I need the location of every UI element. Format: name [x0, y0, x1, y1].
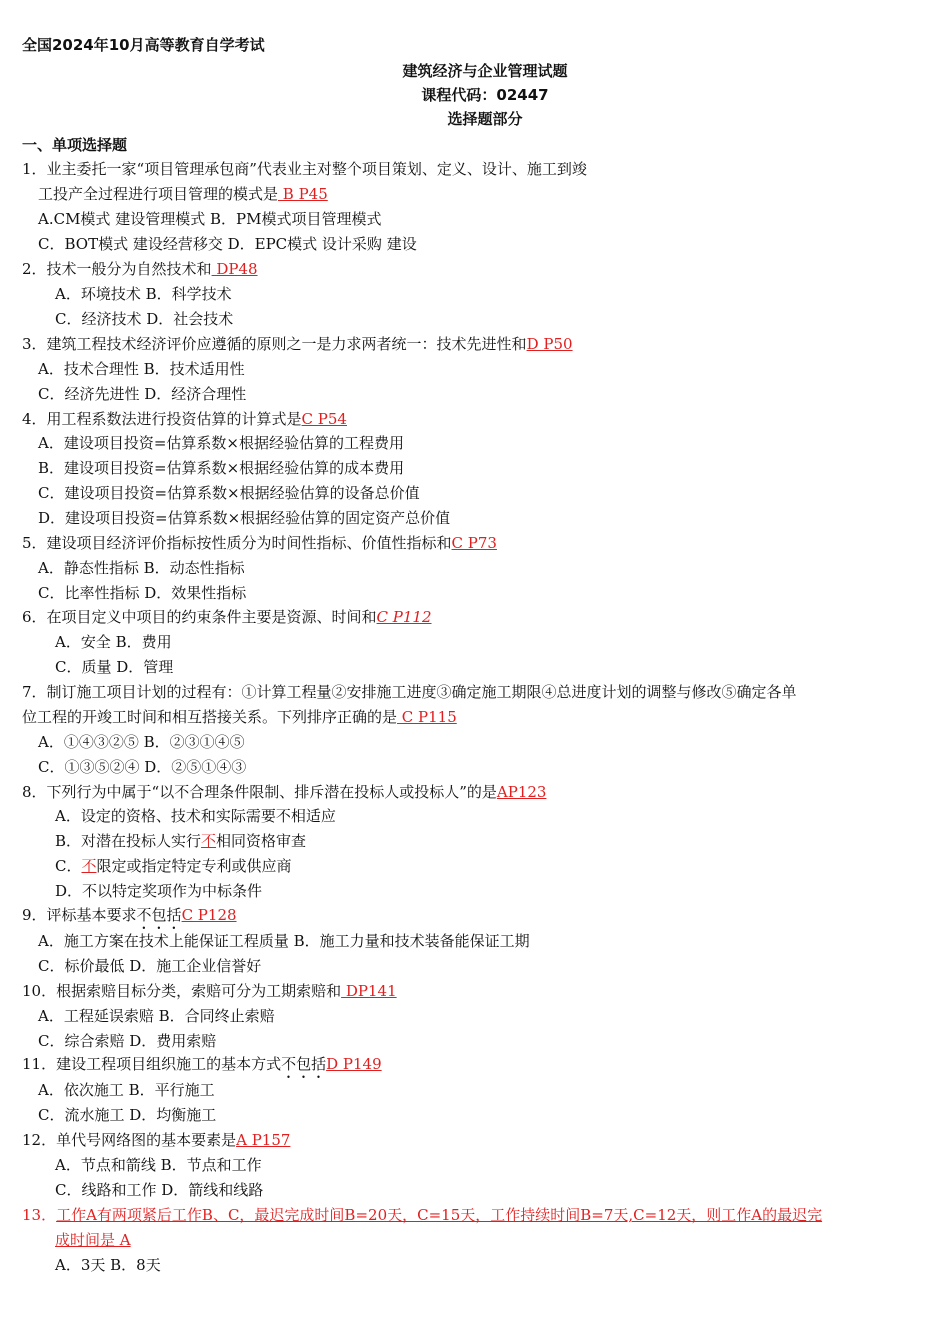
section-heading: 一、单项选择题 [22, 136, 128, 154]
question-8-option-b: B．对潜在投标人实行不相同资格审查 [55, 832, 307, 850]
question-8-option-a: A．设定的资格、技术和实际需要不相适应 [55, 807, 336, 825]
question-8-option-c: C．不限定或指定特定专利或供应商 [55, 857, 292, 875]
question-1-stem: 1．业主委托一家“项目管理承包商”代表业主对整个项目策划、定义、设计、施工到竣 [22, 160, 587, 178]
question-7-answer: C P115 [397, 708, 457, 726]
question-4-answer: C P54 [301, 410, 347, 428]
question-9-options-ab: A．施工方案在技术上能保证工程质量 B．施工力量和技术装备能保证工期 [38, 932, 530, 950]
question-3-stem: 3．建筑工程技术经济评价应遵循的原则之一是力求两者统一：技术先进性和D P50 [22, 335, 573, 353]
exam-title: 建筑经济与企业管理试题 [402, 62, 568, 80]
question-6-options-ab: A．安全 B．费用 [55, 633, 172, 651]
question-2-options-cd: C．经济技术 D．社会技术 [55, 310, 234, 328]
question-2-answer: DP48 [211, 260, 258, 278]
exam-session-line: 全国2024年10月高等教育自学考试 [22, 36, 265, 54]
question-4-option-a: A．建设项目投资=估算系数×根据经验估算的工程费用 [38, 434, 404, 452]
question-6-options-cd: C．质量 D．管理 [55, 658, 174, 676]
question-6-stem: 6．在项目定义中项目的约束条件主要是资源、时间和C P112 [22, 608, 432, 626]
course-code: 课程代码：02447 [421, 86, 549, 104]
question-9-emphasis: 不包括 [136, 906, 182, 924]
question-1-stem-cont: 工投产全过程进行项目管理的模式是 B P45 [38, 185, 328, 203]
question-2-stem: 2．技术一般分为自然技术和 DP48 [22, 260, 258, 278]
question-10-options-ab: A．工程延误索赔 B．合同终止索赔 [38, 1007, 275, 1025]
question-9-answer: C P128 [181, 906, 237, 924]
question-6-answer: C P112 [376, 608, 432, 626]
question-9-stem: 9．评标基本要求不包括C P128 [22, 906, 237, 924]
part-title: 选择题部分 [447, 110, 523, 128]
question-3-options-cd: C．经济先进性 D．经济合理性 [38, 385, 247, 403]
question-13-options-ab: A．3天 B．8天 [55, 1256, 161, 1274]
question-10-answer: DP141 [341, 982, 397, 1000]
question-5-options-ab: A．静态性指标 B．动态性指标 [38, 559, 245, 577]
question-8-option-c-mark: 不 [81, 857, 97, 875]
question-4-option-b: B．建设项目投资=估算系数×根据经验估算的成本费用 [38, 459, 405, 477]
question-12-options-cd: C．线路和工作 D．箭线和线路 [55, 1181, 264, 1199]
question-12-stem: 12．单代号网络图的基本要素是A P157 [22, 1131, 291, 1149]
question-4-stem: 4．用工程系数法进行投资估算的计算式是C P54 [22, 410, 347, 428]
question-7-stem-cont: 位工程的开竣工时间和相互搭接关系。下列排序正确的是 C P115 [22, 708, 457, 726]
question-1-options-ab: A.CM模式 建设管理模式 B．PM模式项目管理模式 [38, 210, 382, 228]
question-8-answer: AP123 [496, 783, 547, 801]
question-1-answer: B P45 [278, 185, 328, 203]
question-8-option-b-mark: 不 [201, 832, 217, 850]
question-13-stem-cont: 成时间是 A [55, 1231, 131, 1249]
question-5-stem: 5．建设项目经济评价指标按性质分为时间性指标、价值性指标和C P73 [22, 534, 497, 552]
question-7-options-ab: A．①④③②⑤ B．②③①④⑤ [38, 733, 245, 751]
question-12-answer: A P157 [236, 1131, 291, 1149]
question-11-stem: 11．建设工程项目组织施工的基本方式不包括D P149 [22, 1055, 382, 1073]
question-7-options-cd: C．①③⑤②④ D．②⑤①④③ [38, 758, 247, 776]
question-4-option-d: D．建设项目投资=估算系数×根据经验估算的固定资产总价值 [38, 509, 451, 527]
question-2-options-ab: A．环境技术 B．科学技术 [55, 285, 232, 303]
question-9-options-cd: C．标价最低 D．施工企业信誉好 [38, 957, 262, 975]
question-4-option-c: C．建设项目投资=估算系数×根据经验估算的设备总价值 [38, 484, 420, 502]
question-11-options-cd: C．流水施工 D．均衡施工 [38, 1106, 217, 1124]
question-1-options-cd: C．BOT模式 建设经营移交 D．EPC模式 设计采购 建设 [38, 235, 417, 253]
question-8-stem: 8．下列行为中属于“以不合理条件限制、排斥潜在投标人或投标人”的是AP123 [22, 783, 547, 801]
question-7-stem: 7．制订施工项目计划的过程有：①计算工程量②安排施工进度③确定施工期限④总进度计划的调整与修改⑤确定各单 [22, 683, 797, 701]
question-3-options-ab: A．技术合理性 B．技术适用性 [38, 360, 245, 378]
question-10-stem: 10．根据索赔目标分类，索赔可分为工期索赔和 DP141 [22, 982, 397, 1000]
question-3-answer: D P50 [526, 335, 573, 353]
question-8-option-d: D．不以特定奖项作为中标条件 [55, 882, 263, 900]
question-11-emphasis: 不包括 [281, 1055, 327, 1073]
question-5-options-cd: C．比率性指标 D．效果性指标 [38, 584, 247, 602]
question-5-answer: C P73 [451, 534, 497, 552]
question-11-options-ab: A．依次施工 B．平行施工 [38, 1081, 215, 1099]
question-12-options-ab: A．节点和箭线 B．节点和工作 [55, 1156, 262, 1174]
question-11-answer: D P149 [326, 1055, 382, 1073]
question-10-options-cd: C．综合索赔 D．费用索赔 [38, 1032, 217, 1050]
question-13-stem: 13．工作A有两项紧后工作B、C，最迟完成时间B=20天，C=15天，工作持续时间B=7天,C=12天，则工作A的最迟完 [22, 1206, 823, 1224]
